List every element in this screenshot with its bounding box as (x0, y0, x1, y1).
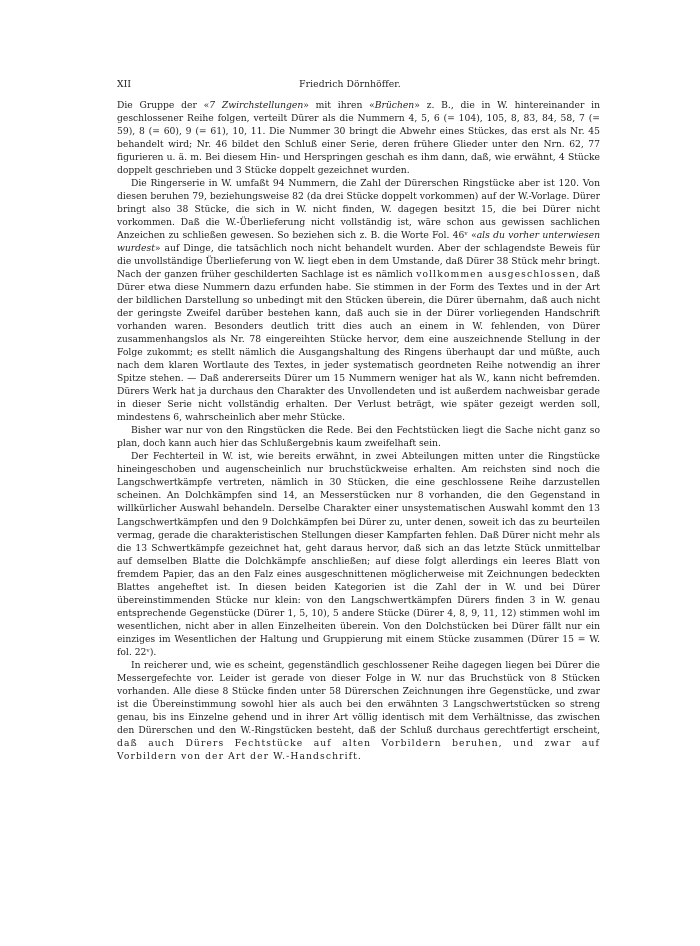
paragraph (117, 424, 600, 450)
page-number: XII (117, 79, 132, 90)
italic-text: 7 Zwirchstellungen (209, 100, 304, 111)
italic-text: Brüchen (374, 100, 415, 111)
body-text (117, 99, 600, 763)
spaced-emphasis-text: daß auch Dürers Fechtstücke auf alten Vorbildern beruhen, und zwar auf Vorbildern von der Art der W.-Handschrift. (117, 737, 600, 762)
italic-text: als du vorher unterwiesen wurdest (117, 230, 600, 255)
text-run: In reicherer und, wie es scheint, gegenständlich geschlossener Reihe dagegen liegen bei Dürer die Messergefechte vor. Leider ist gerade von dieser Folge in W. nur das Bruchstück von 8 Stücken vorhanden. Alle diese 8 Stücke finden unter 58 Dürerschen Zeichnungen ihre Gegenstücke, und zwar ist die Übereinstimmung sowohl hier als auch bei den erwähnten 3 Langschwertstücken so streng genau, bis ins Einzelne gehend und in ihrer Art völlig identisch mit dem Verhältnisse, das zwischen den Dürerschen und den W.-Ringstücken besteht, daß der Schluß durchaus gerechtfertigt erscheint, (117, 659, 600, 736)
text-run: Die Ringerserie in W. umfaßt 94 Nummern, die Zahl der Dürerschen Ringstücke aber ist 120. Von diesen beruhen 79, beziehungsweise 82 (da drei Stücke doppelt vorkommen) auf der W.-Vorlage. Dürer bringt also 38 Stücke, die sich in W. nicht finden, W. dagegen besitzt 15, die bei Dürer nicht vorkommen. Daß die W.-Überlieferung nicht vollständig ist, wäre schon aus gewissen sachlichen Anzeichen zu schließen gewesen. So beziehen sich z. B. die Worte Fol. 46ᵛ « (117, 178, 600, 242)
paragraph (117, 450, 600, 658)
text-run: » z. B., die in W. hintereinander in geschlossener Reihe folgen, verteilt Dürer als die Nummern 4, 5, 6 (= 104), 105, 8, 83, 84, 58, 7 (= 59), 8 (= 60), 9 (= 61), 10, 11. Die Nummer 30 bringt die Abwehr eines Stückes, das erst als Nr. 45 behandelt wird; Nr. 46 bildet den Schluß einer Serie, deren frühere Glieder unter den Nrn. 62, 77 figurieren u. ä. m. Bei diesem Hin- und Herspringen geschah es ihm dann, daß, wie erwähnt, 4 Stücke doppelt geschrieben und 3 Stücke doppelt gezeichnet wurden. (117, 100, 600, 177)
running-title: Friedrich Dörnhöffer. (299, 79, 401, 90)
text-run: , daß Dürer etwa diese Nummern dazu erfunden habe. Sie stimmen in der Form des Textes und in der Art der bildlichen Darstellung so unbedingt mit den Stücken überein, die Dürer übernahm, daß auch nicht der geringste Zweifel darüber bestehen kann, daß auch sie in der Dürer vorliegenden Handschrift vorhanden waren. Besonders deutlich tritt dies auch an einem in W. fehlenden, von Dürer zusammenhangslos als Nr. 78 eingereihten Stücke hervor, dem eine auszeichnende Stellung in der Folge zukommt; es stellt nämlich die Ausgangshaltung des Ringens überhaupt dar und müßte, auch nach dem klaren Wortlaute des Textes, in jeder systematisch geordneten Reihe notwendig an ihrer Spitze stehen. — Daß andererseits Dürer um 15 Nummern weniger hat als W., kann nicht befremden. Dürers Werk hat ja durchaus den Charakter des Unvollendeten und ist außerdem nachweisbar gerade in dieser Serie nicht vollständig erhalten. Der Verlust beträgt, wie später gezeigt werden soll, mindestens 6, wahrscheinlich aber mehr Stücke. (117, 269, 601, 424)
text-run: » mit ihren « (303, 100, 375, 111)
running-header (117, 79, 583, 93)
text-run: Bisher war nur von den Ringstücken die Rede. Bei den Fechtstücken liegt die Sache nicht ganz so plan, doch kann auch hier das Schlußergebnis kaum zweifelhaft sein. (117, 425, 600, 450)
spaced-emphasis-text: vollkommen ausgeschlossen (416, 269, 577, 281)
text-run: Der Fechterteil in W. ist, wie bereits erwähnt, in zwei Abteilungen mitten unter die Ringstücke hineingeschoben und augenscheinlich nur bruchstückweise erhalten. Am reichsten sind noch die Langschwertkämpfe vertreten, nämlich in 30 Stücken, die eine geschlossene Reihe darzustellen scheinen. An Dolchkämpfen sind 14, an Messerstücken nur 8 vorhanden, die den Gegenstand in willkürlicher Auswahl behandeln. Derselbe Charakter einer unsystematischen Auswahl kommt den 13 Langschwertkämpfen und den 9 Dolchkämpfen bei Dürer zu, unter denen, soweit ich das zu beurteilen vermag, gerade die charakteristischen Stellungen dieser Kampfarten fehlen. Daß Dürer nicht mehr als die 13 Schwertkämpfe gezeichnet hat, geht daraus hervor, daß sich an das letzte Stück unmittelbar auf demselben Blatte die Dolchkämpfe anschließen; auf diese folgt allerdings ein leeres Blatt von fremdem Papier, das an den Falz eines ausgeschnittenen möglicherweise mit Zeichnungen bedeckten Blattes angeheftet ist. In diesen beiden Kategorien ist die Zahl der in W. und bei Dürer übereinstimmenden Stücke nur klein: von den Langschwertkämpfen Dürers finden 3 in W. genau entsprechende Gegenstücke (Dürer 1, 5, 10), 5 andere Stücke (Dürer 4, 8, 9, 11, 12) stimmen wohl im wesentlichen, nicht aber in allen Einzelheiten überein. Von den Dolchstücken bei Dürer fällt nur ein einziges im Wesentlichen der Haltung und Gruppierung mit einem Stücke zusammen (Dürer 15 = W. fol. 22ᵛ). (117, 451, 600, 658)
paragraph (117, 659, 600, 763)
paragraph (117, 99, 600, 177)
paragraph (117, 177, 600, 424)
text-run: » auf Dinge, die tatsächlich noch nicht behandelt wurden. Aber der schlagendste Beweis für die unvollständige Überlieferung von W. liegt eben in dem Umstande, daß Dürer 38 Stück mehr bringt. Nach der ganzen früher geschilderten Sachlage ist es nämlich (117, 243, 600, 281)
text-run: Die Gruppe der « (117, 100, 210, 111)
